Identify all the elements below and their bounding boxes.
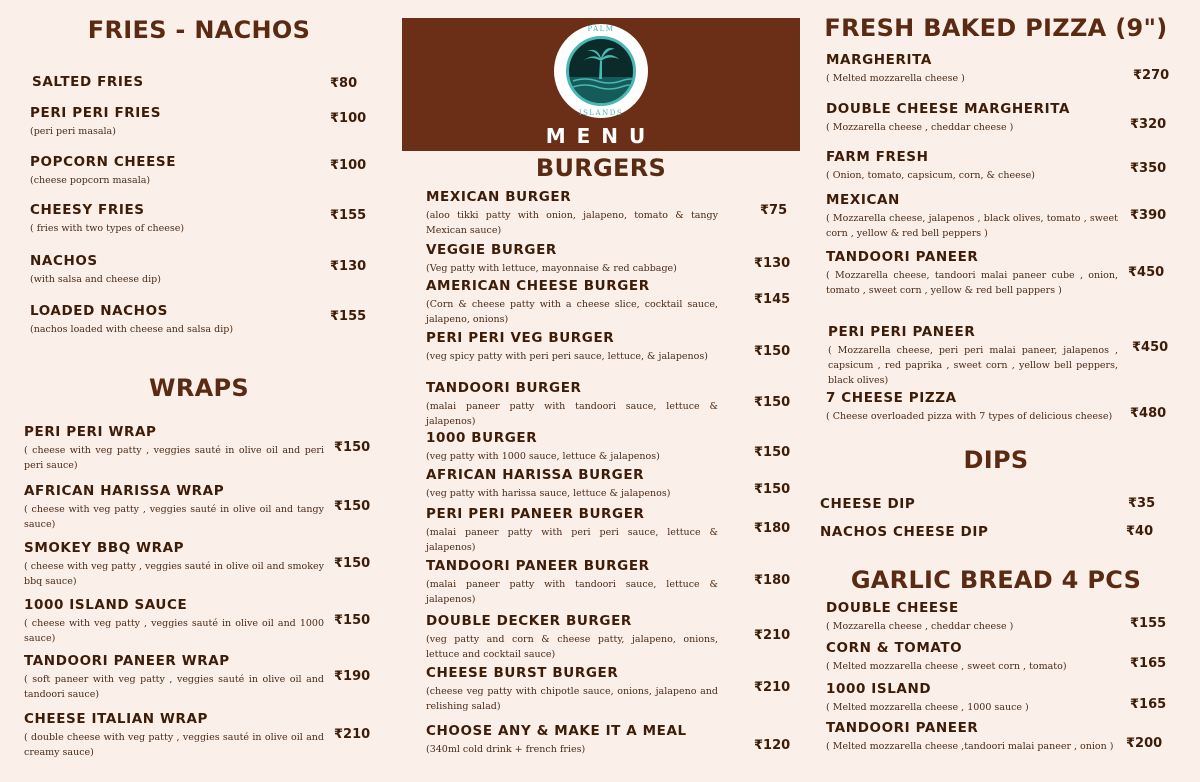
item-name: LOADED NACHOS (30, 303, 168, 319)
item-desc: ( cheese with veg patty , veggies sauté in olive oil and 1000 sauce) (24, 618, 324, 644)
item-desc: ( soft paneer with veg patty , veggies sauté in olive oil and tandoori sauce) (24, 674, 324, 700)
item-price: ₹480 (1130, 406, 1167, 421)
menu-item (820, 324, 1172, 388)
menu-item (24, 540, 374, 589)
item-desc: (nachos loaded with cheese and salsa dip) (30, 324, 234, 335)
item-name: NACHOS CHEESE DIP (820, 524, 989, 540)
logo-text-bottom: ISLANDS (578, 109, 624, 117)
item-name: AFRICAN HARISSA WRAP (24, 483, 225, 499)
item-desc: (340ml cold drink + french fries) (426, 744, 586, 755)
item-name: 1000 ISLAND SAUCE (24, 597, 188, 613)
item-name: DOUBLE CHEESE (826, 600, 959, 616)
item-price: ₹130 (330, 259, 367, 274)
item-price: ₹200 (1126, 736, 1163, 751)
item-price: ₹145 (754, 292, 791, 307)
item-name: CHEESE DIP (820, 496, 916, 512)
item-name: VEGGIE BURGER (426, 242, 557, 258)
item-name: CHOOSE ANY & MAKE IT A MEAL (426, 723, 687, 739)
item-name: TANDOORI BURGER (426, 380, 582, 396)
menu-item (820, 192, 1172, 241)
item-desc: (malai paneer patty with tandoori sauce, lettuce & jalapenos) (426, 579, 718, 605)
item-desc: (cheese popcorn masala) (30, 175, 151, 186)
item-desc: ( cheese with veg patty , veggies sauté in olive oil and tangy sauce) (24, 504, 324, 530)
item-price: ₹150 (334, 556, 371, 571)
menu-item (426, 467, 800, 501)
item-price: ₹320 (1130, 117, 1167, 132)
menu-header-band (402, 18, 800, 151)
item-desc: (Veg patty with lettuce, mayonnaise & red cabbage) (426, 263, 677, 274)
item-desc: ( Melted mozzarella cheese , 1000 sauce ) (826, 702, 1029, 713)
item-name: MARGHERITA (826, 52, 932, 68)
item-name: CHEESY FRIES (30, 202, 145, 218)
menu-item (24, 424, 374, 473)
fries-section-title: FRIES - NACHOS (87, 16, 311, 44)
menu-item (820, 390, 1172, 424)
menu-item (24, 483, 374, 532)
item-name: TANDOORI PANEER BURGER (426, 558, 650, 574)
item-name: MEXICAN BURGER (426, 189, 572, 205)
column-center (402, 0, 800, 782)
menu-item (24, 303, 374, 337)
item-name: CHEESE ITALIAN WRAP (24, 711, 209, 727)
item-desc: ( Cheese overloaded pizza with 7 types of delicious cheese) (826, 411, 1113, 422)
item-price: ₹150 (754, 395, 791, 410)
item-name: 7 CHEESE PIZZA (826, 390, 957, 406)
menu-item (820, 101, 1172, 135)
item-desc: (veg patty with 1000 sauce, lettuce & jalapenos) (426, 451, 660, 462)
item-desc: ( Melted mozzarella cheese ) (826, 73, 965, 84)
item-price: ₹130 (754, 256, 791, 271)
menu-item (426, 330, 800, 364)
item-price: ₹100 (330, 158, 367, 173)
palm-islands-logo (554, 24, 648, 118)
garlic-bread-section-title: GARLIC BREAD 4 PCS (850, 566, 1142, 594)
item-name: SMOKEY BBQ WRAP (24, 540, 185, 556)
item-desc: ( fries with two types of cheese) (30, 223, 185, 234)
item-name: TANDOORI PANEER (826, 720, 979, 736)
column-left (24, 0, 374, 782)
pizza-section-title: FRESH BAKED PIZZA (9") (824, 14, 1168, 42)
item-name: POPCORN CHEESE (30, 154, 177, 170)
item-name: DOUBLE CHEESE MARGHERITA (826, 101, 1071, 117)
item-desc: (malai paneer patty with peri peri sauce, lettuce & jalapenos) (426, 527, 718, 553)
item-name: SALTED FRIES (32, 74, 144, 90)
menu-item (820, 149, 1172, 183)
item-name: TANDOORI PANEER WRAP (24, 653, 230, 669)
item-price: ₹165 (1130, 697, 1167, 712)
item-desc: (cheese veg patty with chipotle sauce, onions, jalapeno and relishing salad) (426, 686, 718, 712)
logo-text-top: PALM (587, 25, 615, 33)
menu-item (820, 640, 1172, 674)
item-price: ₹155 (330, 309, 367, 324)
menu-item (820, 681, 1172, 715)
item-price: ₹450 (1128, 265, 1165, 280)
burgers-section-title: BURGERS (535, 154, 667, 182)
menu-item (24, 202, 374, 236)
item-name: CHEESE BURST BURGER (426, 665, 619, 681)
item-name: CORN & TOMATO (826, 640, 963, 656)
item-desc: (peri peri masala) (30, 126, 116, 137)
item-desc: ( Melted mozzarella cheese ,tandoori malai paneer , onion ) (826, 741, 1114, 752)
item-desc: ( cheese with veg patty , veggies sauté in olive oil and peri peri sauce) (24, 445, 324, 471)
item-desc: (Corn & cheese patty with a cheese slice, cocktail sauce, jalapeno, onions) (426, 299, 718, 325)
item-price: ₹270 (1133, 68, 1170, 83)
palm-tree-icon (566, 36, 636, 106)
menu-item (24, 597, 374, 646)
menu-item (820, 52, 1172, 86)
item-name: PERI PERI FRIES (30, 105, 162, 121)
item-desc: (veg patty and corn & cheese patty, jalapeno, onions, lettuce and cocktail sauce) (426, 634, 718, 660)
item-price: ₹150 (334, 613, 371, 628)
item-desc: ( double cheese with veg patty , veggies sauté in olive oil and creamy sauce) (24, 732, 324, 758)
menu-item (820, 249, 1172, 298)
item-name: PERI PERI WRAP (24, 424, 157, 440)
item-price: ₹210 (754, 628, 791, 643)
menu-item (426, 506, 800, 555)
menu-item (426, 558, 800, 607)
item-price: ₹150 (754, 482, 791, 497)
item-desc: (with salsa and cheese dip) (30, 274, 161, 285)
item-name: TANDOORI PANEER (826, 249, 979, 265)
item-price: ₹75 (760, 203, 788, 218)
item-price: ₹165 (1130, 656, 1167, 671)
menu-item (426, 613, 800, 662)
menu-item (24, 653, 374, 702)
item-price: ₹80 (330, 76, 358, 91)
item-desc: ( Mozzarella cheese, tandoori malai paneer cube , onion, tomato , sweet corn , yellow & red bell pappers ) (826, 270, 1118, 296)
menu-item (426, 278, 800, 327)
item-name: MEXICAN (826, 192, 900, 208)
item-name: 1000 BURGER (426, 430, 538, 446)
item-price: ₹180 (754, 573, 791, 588)
menu-item (820, 720, 1172, 754)
item-name: AFRICAN HARISSA BURGER (426, 467, 645, 483)
item-name: PERI PERI PANEER BURGER (426, 506, 645, 522)
item-name: 1000 ISLAND (826, 681, 932, 697)
item-name: DOUBLE DECKER BURGER (426, 613, 632, 629)
item-price: ₹190 (334, 669, 371, 684)
item-desc: ( cheese with veg patty , veggies sauté in olive oil and smokey bbq sauce) (24, 561, 324, 587)
item-desc: ( Onion, tomato, capsicum, corn, & cheese) (826, 170, 1035, 181)
item-price: ₹350 (1130, 161, 1167, 176)
menu-item (426, 723, 800, 757)
menu-item (426, 430, 800, 464)
wraps-section-title: WRAPS (149, 374, 249, 402)
item-price: ₹150 (334, 499, 371, 514)
menu-item (24, 711, 374, 760)
item-price: ₹210 (334, 727, 371, 742)
item-price: ₹35 (1128, 496, 1156, 511)
menu-item (24, 74, 374, 90)
menu-item (426, 189, 800, 238)
item-desc: (veg spicy patty with peri peri sauce, lettuce, & jalapenos) (426, 351, 708, 362)
item-price: ₹150 (754, 445, 791, 460)
menu-item (426, 242, 800, 276)
item-desc: ( Melted mozzarella cheese , sweet corn , tomato) (826, 661, 1067, 672)
item-desc: ( Mozzarella cheese , cheddar cheese ) (826, 122, 1014, 133)
menu-item (820, 496, 1172, 512)
item-price: ₹150 (754, 344, 791, 359)
item-price: ₹180 (754, 521, 791, 536)
menu-item (24, 105, 374, 139)
item-name: NACHOS (30, 253, 98, 269)
item-desc: ( Mozzarella cheese, peri peri malai paneer, jalapenos , capsicum , red paprika , sweet corn , yellow bell peppers, black olives) (828, 345, 1118, 386)
item-name: AMERICAN CHEESE BURGER (426, 278, 650, 294)
dips-section-title: DIPS (963, 446, 1029, 474)
item-price: ₹155 (330, 208, 367, 223)
menu-heading: MENU (545, 124, 657, 148)
menu-item (426, 380, 800, 429)
item-name: FARM FRESH (826, 149, 929, 165)
item-price: ₹40 (1126, 524, 1154, 539)
item-price: ₹390 (1130, 208, 1167, 223)
item-price: ₹450 (1132, 340, 1169, 355)
item-desc: ( Mozzarella cheese, jalapenos , black olives, tomato , sweet corn , yellow & red bell peppers ) (826, 213, 1118, 239)
item-price: ₹155 (1130, 616, 1167, 631)
item-name: PERI PERI VEG BURGER (426, 330, 615, 346)
menu-item (820, 600, 1172, 634)
column-right (820, 0, 1172, 782)
item-desc: ( Mozzarella cheese , cheddar cheese ) (826, 621, 1014, 632)
item-price: ₹120 (754, 738, 791, 753)
item-name: PERI PERI PANEER (828, 324, 976, 340)
item-price: ₹210 (754, 680, 791, 695)
item-desc: (veg patty with harissa sauce, lettuce & jalapenos) (426, 488, 671, 499)
menu-item (820, 524, 1172, 540)
item-price: ₹150 (334, 440, 371, 455)
menu-item (426, 665, 800, 714)
item-desc: (aloo tikki patty with onion, jalapeno, tomato & tangy Mexican sauce) (426, 210, 718, 236)
menu-item (24, 253, 374, 287)
menu-item (24, 154, 374, 188)
item-desc: (malai paneer patty with tandoori sauce, lettuce & jalapenos) (426, 401, 718, 427)
item-price: ₹100 (330, 111, 367, 126)
